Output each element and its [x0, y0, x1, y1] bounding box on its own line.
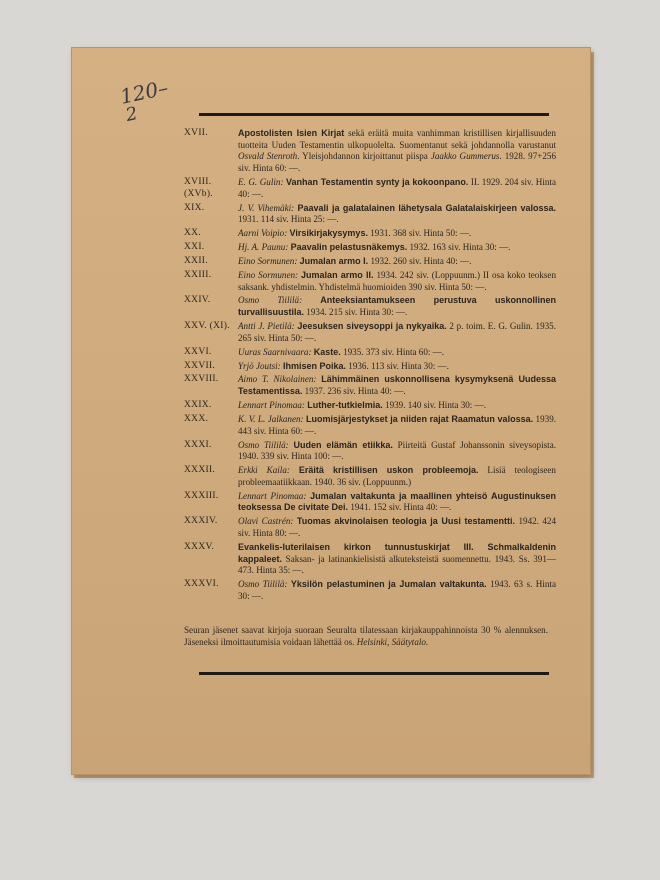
entry-body: [238, 256, 556, 268]
entry-details: Saksan- ja latinankielisistä alkuteksteistä suomennettu. 1943. Ss. 391—473. Hinta 35: —.: [238, 553, 556, 576]
entry-details: 1932. 260 siv. Hinta 40: —.: [368, 255, 472, 266]
entry-number: XVIII. (XVb).: [184, 177, 213, 199]
entry-author: Erkki Kaila:: [238, 465, 290, 476]
note-text: Seuran jäsenet saavat kirjoja suoraan Seuralta tilatessaan kirjakauppahinnoista 30 % alennuksen. Jäseneksi ilmoittautumisia voidaan lähettää os.: [184, 625, 548, 647]
bottom-rule: [199, 672, 549, 675]
list-item: [184, 242, 556, 254]
entry-author: Antti J. Pietilä:: [238, 321, 295, 332]
entry-number: XXXIV.: [184, 516, 218, 527]
entry-author: Aimo T. Nikolainen:: [238, 374, 317, 385]
entry-preface-author: Jaakko Gummerus: [430, 151, 500, 162]
entry-author: Osmo Tiililä:: [238, 579, 288, 590]
entry-author: Hj. A. Paunu:: [238, 242, 289, 253]
entry-author: Osmo Tiililä:: [238, 295, 303, 306]
entry-title: Jumalan armo I.: [299, 255, 369, 266]
entry-details: 1936. 113 siv. Hinta 30: —.: [346, 360, 449, 371]
pencil-number-mark: 2: [123, 103, 140, 126]
entry-number: XXII.: [184, 255, 208, 266]
entry-author: Lennart Pinomaa:: [238, 490, 307, 501]
entry-title: Kaste.: [313, 346, 341, 357]
entry-author: Lennart Pinomaa:: [238, 400, 305, 411]
entry-details: 1934. 215 siv. Hinta 30: —.: [304, 307, 408, 318]
entry-details: 1942. 424 siv. Hinta 80: —.: [238, 516, 557, 538]
entry-number: XX.: [184, 228, 201, 239]
entry-details: Lisiä teologiseen probleemaatiikkaan. 1940. 36 siv. (Loppuunm.): [238, 465, 556, 487]
entry-body: [238, 414, 556, 437]
entry-author: Yrjö Joutsi:: [238, 360, 281, 371]
entry-title: Paavali ja galatalainen lähetysala Galatalaiskirjeen valossa.: [297, 202, 556, 213]
entry-number: XXV. (XI).: [184, 321, 230, 332]
entry-details: 1939. 140 siv. Hinta 30: —.: [382, 400, 486, 411]
entry-number: XIX.: [184, 202, 205, 213]
entry-number: XXIII.: [184, 269, 212, 280]
entry-body: [238, 270, 556, 293]
entry-title: Apostolisten Isien Kirjat: [238, 128, 345, 138]
entry-body: [238, 400, 556, 412]
entry-body: [238, 228, 556, 240]
entry-body: [238, 295, 556, 318]
list-item: [184, 361, 556, 373]
list-item: [184, 321, 556, 344]
entry-body: [238, 374, 556, 397]
entry-author: Olavi Castrén:: [238, 516, 294, 527]
entry-author: Eino Sormunen:: [238, 255, 298, 266]
entry-number: XXIX.: [184, 400, 212, 411]
entry-body: [238, 361, 556, 373]
entry-title: Yksilön pelastuminen ja Jumalan valtakunta.: [290, 579, 487, 590]
list-item: [184, 177, 556, 200]
entry-title: Jumalan armo II.: [301, 269, 374, 280]
entry-body: [238, 203, 556, 226]
list-item: [184, 516, 556, 539]
entry-body: [238, 516, 556, 539]
entry-body: [238, 347, 556, 359]
list-item: [184, 440, 556, 463]
entry-title: Lähimmäinen uskonnollisena kysymyksenä Uudessa Testamentissa.: [238, 374, 556, 397]
entry-author: K. V. L. Jalkanen:: [238, 413, 304, 424]
entry-number: XXXII.: [184, 465, 216, 476]
list-item: [184, 491, 556, 514]
entry-title: Eräitä kristillisen uskon probleemoja.: [298, 465, 479, 476]
entry-body: [238, 128, 556, 175]
entry-author: Osmo Tiililä:: [238, 439, 289, 450]
entry-number: XXIV.: [184, 295, 211, 306]
entry-details: . 1928. 97+256 siv. Hinta 60: —.: [238, 151, 557, 174]
entry-title: Luomisjärjestykset ja niiden rajat Raamatun valossa.: [306, 413, 534, 424]
entry-author: Uuras Saarnivaara:: [238, 346, 312, 357]
list-item: [184, 270, 556, 293]
list-item: [184, 256, 556, 268]
list-item: [184, 542, 556, 577]
entry-title: Evankelis-luterilaisen kirkon tunnustuskirjat III. Schmalkaldenin kappaleet.: [238, 541, 556, 564]
entry-number: XXXI.: [184, 439, 212, 450]
list-item: [184, 414, 556, 437]
entry-body: [238, 321, 556, 344]
entry-number: XXVI.: [184, 346, 212, 357]
entry-title: Tuomas akvinolaisen teologia ja Uusi testamentti.: [296, 516, 516, 527]
list-item: [184, 228, 556, 240]
entry-details: 2 p. toim. E. G. Gulin. 1935. 265 siv. Hinta 50: —.: [238, 321, 557, 343]
entry-title: Jumalan valtakunta ja maallinen yhteisö Augustinuksen teoksessa De civitate Dei.: [238, 490, 556, 513]
entry-title: Luther-tutkielmia.: [307, 400, 383, 411]
list-item: [184, 400, 556, 412]
entry-details: 1932. 163 siv. Hinta 30: —.: [407, 242, 511, 253]
entry-title: Vanhan Testamentin synty ja kokoonpano.: [286, 177, 469, 187]
list-item: [184, 465, 556, 488]
list-item: [184, 128, 556, 175]
entry-author: Eino Sormunen:: [238, 269, 299, 280]
entry-details: 1931. 114 siv. Hinta 25: —.: [238, 214, 339, 225]
entry-author: Aarni Voipio:: [238, 228, 288, 239]
entry-body: [238, 465, 556, 488]
entry-body: [238, 579, 556, 602]
entry-details: II. 1929. 204 siv. Hinta 40: —.: [238, 177, 556, 199]
pencil-price-mark: 120–: [118, 75, 171, 109]
entry-number: XXXIII.: [184, 490, 219, 501]
entry-title: Anteeksiantamukseen perustuva uskonnollinen turvallisuustila.: [238, 295, 556, 318]
entry-details: 1937. 236 siv. Hinta 40: —.: [302, 386, 406, 397]
entry-title: Uuden elämän etiikka.: [293, 439, 393, 450]
entry-text: sekä eräitä muita vanhimman kristillisen kirjallisuuden tuotteita Uuden Testamentin ulkopuolelta. Suomentanut sekä johdannolla varustanut: [238, 128, 556, 150]
entry-details: 1943. 63 s. Hinta 30: —.: [238, 579, 556, 601]
entry-author: E. G. Gulin:: [238, 177, 284, 187]
entry-body: [238, 177, 556, 200]
entry-number: XXXVI.: [184, 579, 219, 590]
entry-number: XXI.: [184, 242, 205, 253]
entry-title: Jeesuksen siveysoppi ja nykyaika.: [297, 321, 447, 332]
entry-editor: Osvald Stenroth: [238, 151, 298, 162]
list-item: [184, 295, 556, 318]
entry-number: XXVII.: [184, 360, 216, 371]
entry-details: 1939. 443 siv. Hinta 60: —.: [238, 413, 557, 436]
entry-body: [238, 242, 556, 254]
entry-body: [238, 542, 556, 577]
top-rule: [199, 113, 549, 116]
list-item: [184, 374, 556, 397]
entry-number: XXVIII.: [184, 374, 219, 385]
entry-number: XXXV.: [184, 541, 215, 552]
entry-details: Piirteitä Gustaf Johanssonin siveysopista. 1940. 339 siv. Hinta 100: —.: [238, 439, 556, 462]
entry-body: [238, 440, 556, 463]
document-page: [72, 48, 590, 774]
membership-note: [184, 624, 548, 648]
entry-title: Ihmisen Poika.: [282, 360, 347, 371]
note-address: Helsinki, Säätytalo.: [356, 637, 429, 647]
publication-list: [184, 128, 556, 605]
entry-number: XXX.: [184, 413, 209, 424]
entry-text-2: . Yleisjohdannon kirjoittanut piispa: [297, 151, 431, 162]
entry-title: Virsikirjakysymys.: [289, 228, 368, 239]
entry-details: 1934. 242 siv. (Loppuunm.) II osa koko teoksen saksank. yhdistelmin. Yhdistelmä huomioiden 390 siv. Hinta 50: —.: [238, 269, 557, 292]
entry-title: Paavalin pelastusnäkemys.: [290, 242, 408, 253]
entry-number: XVII.: [184, 128, 208, 138]
entry-details: 1931. 368 siv. Hinta 50: —.: [367, 228, 472, 239]
list-item: [184, 347, 556, 359]
entry-body: [238, 491, 556, 514]
entry-author: J. V. Vihemäki:: [238, 202, 295, 213]
entry-details: 1935. 373 siv. Hinta 60: —.: [340, 346, 445, 357]
list-item: [184, 203, 556, 226]
list-item: [184, 579, 556, 602]
entry-details: 1941. 152 siv. Hinta 40: —.: [348, 502, 452, 513]
